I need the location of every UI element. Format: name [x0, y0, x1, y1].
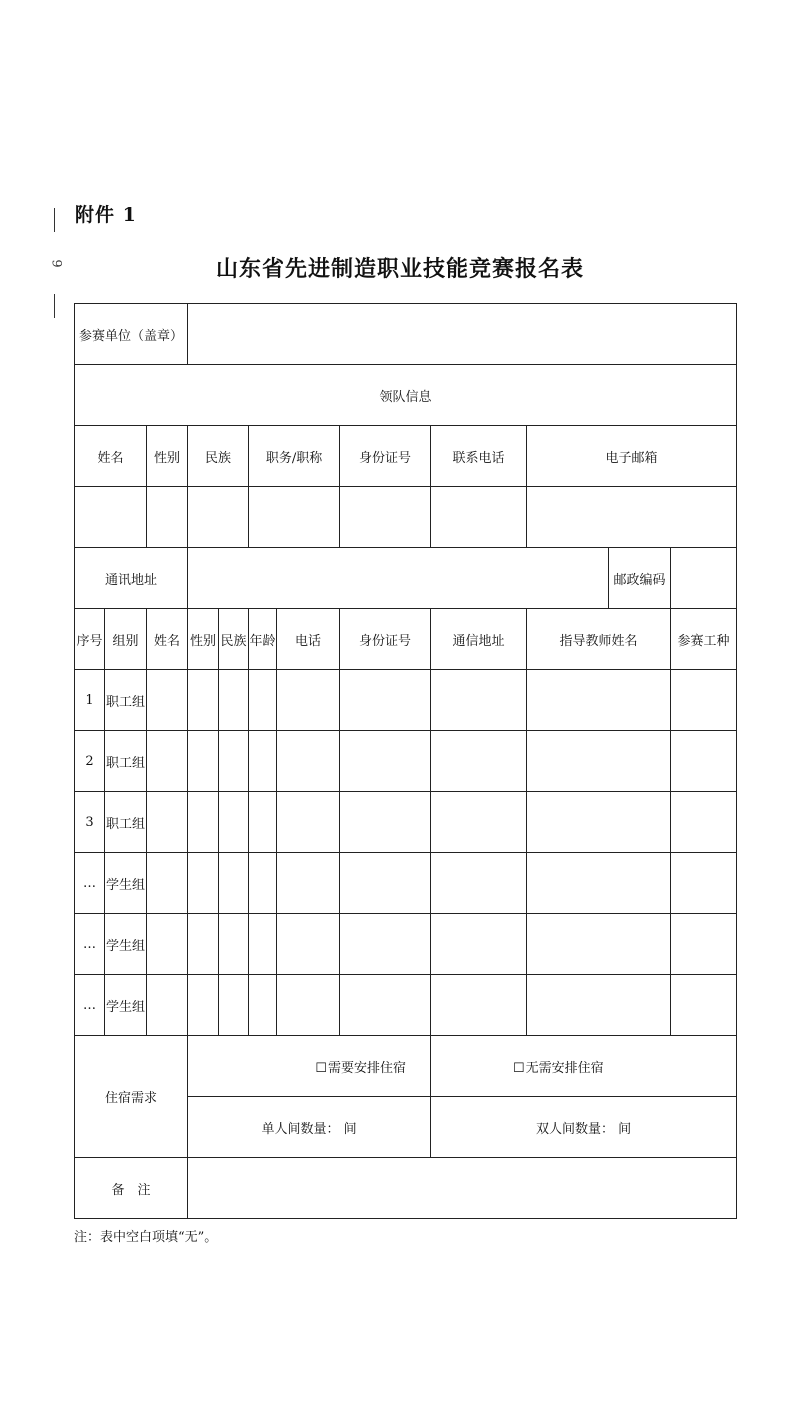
- participant-ethnicity-cell[interactable]: [219, 975, 249, 1036]
- postal-code-label: 邮政编码: [609, 548, 671, 609]
- participant-trade-cell[interactable]: [671, 792, 737, 853]
- participant-age-cell[interactable]: [249, 914, 277, 975]
- participant-group: 学生组: [105, 975, 147, 1036]
- leader-id-cell[interactable]: [340, 487, 431, 548]
- participant-age-cell[interactable]: [249, 670, 277, 731]
- leader-header-name: 姓名: [75, 426, 147, 487]
- participant-no: …: [75, 914, 105, 975]
- participant-gender-cell[interactable]: [188, 792, 219, 853]
- participant-no: 3: [75, 792, 105, 853]
- participant-name-cell[interactable]: [147, 853, 188, 914]
- participant-header-row: [75, 609, 737, 670]
- accommodation-row-1: [75, 1036, 737, 1097]
- participant-header-age: 年龄: [249, 609, 277, 670]
- leader-header-phone: 联系电话: [431, 426, 527, 487]
- participant-instructor-cell[interactable]: [527, 731, 671, 792]
- need-lodging-option[interactable]: [188, 1036, 431, 1097]
- participant-group: 职工组: [105, 670, 147, 731]
- participant-ethnicity-cell[interactable]: [219, 914, 249, 975]
- accommodation-label: 住宿需求: [75, 1036, 188, 1158]
- footnote: 注：表中空白项填“无”。: [74, 1230, 218, 1245]
- registration-form-table: [74, 303, 737, 1219]
- participant-trade-cell[interactable]: [671, 853, 737, 914]
- leader-phone-cell[interactable]: [431, 487, 527, 548]
- remarks-label: 备 注: [75, 1158, 188, 1219]
- participant-instructor-cell[interactable]: [527, 853, 671, 914]
- participant-trade-cell[interactable]: [671, 670, 737, 731]
- participant-no: …: [75, 975, 105, 1036]
- participant-phone-cell[interactable]: [277, 975, 340, 1036]
- participant-group: 学生组: [105, 853, 147, 914]
- participant-age-cell[interactable]: [249, 975, 277, 1036]
- participant-header-trade: 参赛工种: [671, 609, 737, 670]
- participant-instructor-cell[interactable]: [527, 670, 671, 731]
- participant-name-cell[interactable]: [147, 914, 188, 975]
- participant-gender-cell[interactable]: [188, 975, 219, 1036]
- need-lodging-checkbox-icon[interactable]: ☐: [315, 1060, 327, 1076]
- leader-header-row: [75, 426, 737, 487]
- participant-row: [75, 792, 737, 853]
- leader-header-id-number: 身份证号: [340, 426, 431, 487]
- participant-header-ethnicity: 民族: [219, 609, 249, 670]
- participant-id-cell[interactable]: [340, 792, 431, 853]
- participant-header-name: 姓名: [147, 609, 188, 670]
- participant-phone-cell[interactable]: [277, 731, 340, 792]
- address-value[interactable]: [188, 548, 609, 609]
- participant-trade-cell[interactable]: [671, 731, 737, 792]
- participant-name-cell[interactable]: [147, 792, 188, 853]
- participant-id-cell[interactable]: [340, 914, 431, 975]
- address-label: 通讯地址: [75, 548, 188, 609]
- remarks-value[interactable]: [188, 1158, 737, 1219]
- leader-section-row: [75, 365, 737, 426]
- participant-ethnicity-cell[interactable]: [219, 853, 249, 914]
- leader-header-email: 电子邮箱: [527, 426, 737, 487]
- no-lodging-checkbox-icon[interactable]: ☐: [513, 1060, 525, 1076]
- leader-section-title: 领队信息: [75, 365, 737, 426]
- participant-instructor-cell[interactable]: [527, 975, 671, 1036]
- participant-phone-cell[interactable]: [277, 792, 340, 853]
- participant-id-cell[interactable]: [340, 975, 431, 1036]
- participant-header-address: 通信地址: [431, 609, 527, 670]
- leader-position-cell[interactable]: [249, 487, 340, 548]
- participant-no: 1: [75, 670, 105, 731]
- participant-ethnicity-cell[interactable]: [219, 731, 249, 792]
- leader-header-position: 职务/职称: [249, 426, 340, 487]
- leader-header-ethnicity: 民族: [188, 426, 249, 487]
- participant-trade-cell[interactable]: [671, 975, 737, 1036]
- single-room-count[interactable]: 单人间数量： 间: [188, 1097, 431, 1158]
- participant-ethnicity-cell[interactable]: [219, 792, 249, 853]
- participant-trade-cell[interactable]: [671, 914, 737, 975]
- leader-header-gender: 性别: [147, 426, 188, 487]
- participant-row: [75, 731, 737, 792]
- page-number-marker: 9: [48, 259, 64, 268]
- participant-row: [75, 670, 737, 731]
- participant-header-instructor: 指导教师姓名: [527, 609, 671, 670]
- participant-address-cell[interactable]: [431, 792, 527, 853]
- participant-id-cell[interactable]: [340, 670, 431, 731]
- leader-ethnicity-cell[interactable]: [188, 487, 249, 548]
- participant-group: 职工组: [105, 731, 147, 792]
- participant-address-cell[interactable]: [431, 670, 527, 731]
- no-lodging-option[interactable]: [431, 1036, 737, 1097]
- participant-name-cell[interactable]: [147, 670, 188, 731]
- leader-name-cell[interactable]: [75, 487, 147, 548]
- participant-header-phone: 电话: [277, 609, 340, 670]
- participant-name-cell[interactable]: [147, 731, 188, 792]
- participant-address-cell[interactable]: [431, 731, 527, 792]
- participant-id-cell[interactable]: [340, 853, 431, 914]
- unit-row: [75, 304, 737, 365]
- participant-row: [75, 975, 737, 1036]
- participant-gender-cell[interactable]: [188, 670, 219, 731]
- participant-no: 2: [75, 731, 105, 792]
- participant-instructor-cell[interactable]: [527, 792, 671, 853]
- postal-code-value[interactable]: [671, 548, 737, 609]
- unit-value[interactable]: [188, 304, 737, 365]
- binding-line-bottom: [54, 294, 55, 318]
- participant-ethnicity-cell[interactable]: [219, 670, 249, 731]
- participant-instructor-cell[interactable]: [527, 914, 671, 975]
- binding-line-top: [54, 208, 55, 232]
- participant-row: [75, 914, 737, 975]
- participant-no: …: [75, 853, 105, 914]
- participant-age-cell[interactable]: [249, 792, 277, 853]
- participant-age-cell[interactable]: [249, 853, 277, 914]
- participant-gender-cell[interactable]: [188, 914, 219, 975]
- participant-gender-cell[interactable]: [188, 731, 219, 792]
- participant-row: [75, 853, 737, 914]
- participant-id-cell[interactable]: [340, 731, 431, 792]
- participant-phone-cell[interactable]: [277, 670, 340, 731]
- need-lodging-label: 需要安排住宿: [328, 1060, 407, 1076]
- double-room-count[interactable]: 双人间数量： 间: [431, 1097, 737, 1158]
- participant-header-id-number: 身份证号: [340, 609, 431, 670]
- participant-header-no: 序号: [75, 609, 105, 670]
- participant-header-group: 组别: [105, 609, 147, 670]
- participant-phone-cell[interactable]: [277, 853, 340, 914]
- participant-gender-cell[interactable]: [188, 853, 219, 914]
- leader-data-row: [75, 487, 737, 548]
- unit-label: 参赛单位（盖章）: [75, 304, 188, 365]
- form-title: 山东省先进制造职业技能竞赛报名表: [215, 256, 584, 282]
- participant-age-cell[interactable]: [249, 731, 277, 792]
- participant-address-cell[interactable]: [431, 975, 527, 1036]
- remarks-row: [75, 1158, 737, 1219]
- participant-address-cell[interactable]: [431, 853, 527, 914]
- address-row: [75, 548, 737, 609]
- participant-phone-cell[interactable]: [277, 914, 340, 975]
- attachment-label: 附件 1: [75, 204, 137, 226]
- no-lodging-label: 无需安排住宿: [525, 1060, 604, 1076]
- leader-gender-cell[interactable]: [147, 487, 188, 548]
- participant-group: 职工组: [105, 792, 147, 853]
- participant-header-gender: 性别: [188, 609, 219, 670]
- participant-name-cell[interactable]: [147, 975, 188, 1036]
- leader-email-cell[interactable]: [527, 487, 737, 548]
- participant-address-cell[interactable]: [431, 914, 527, 975]
- participant-group: 学生组: [105, 914, 147, 975]
